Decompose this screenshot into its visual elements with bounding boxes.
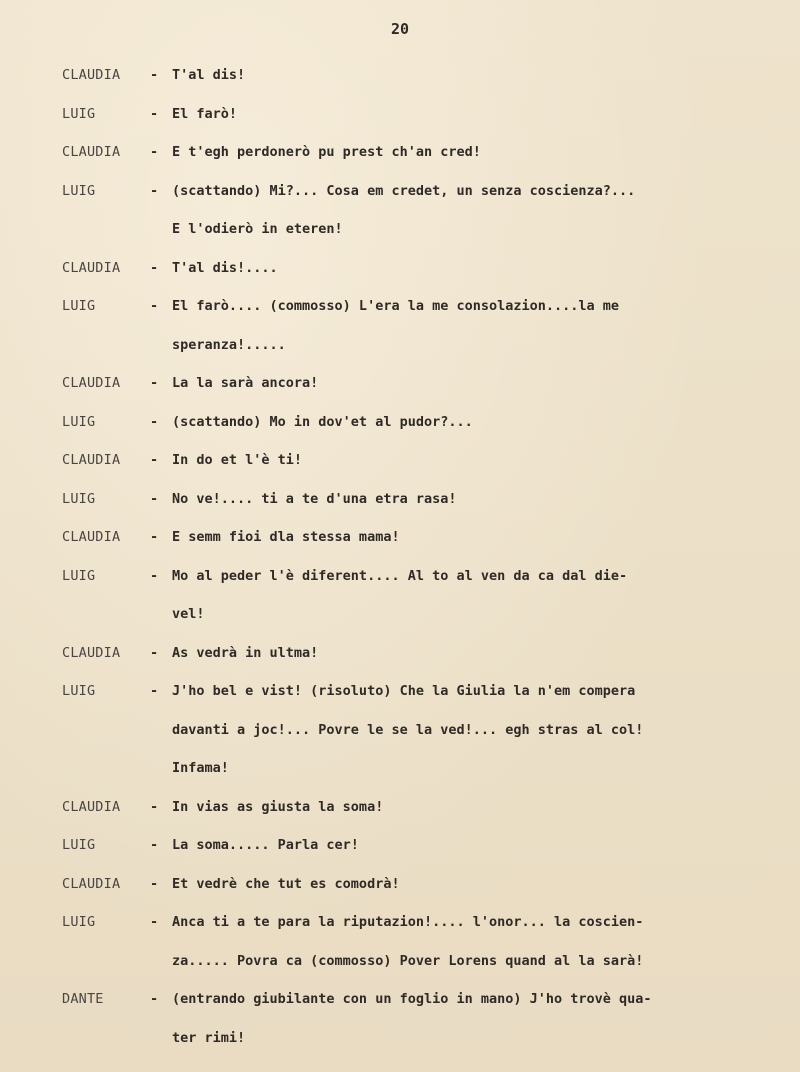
dialogue-text xyxy=(172,249,762,288)
speaker-dash: - xyxy=(150,490,159,507)
dialogue-line: T'al dis!.... xyxy=(172,259,278,276)
speaker-name: LUIG xyxy=(62,105,96,122)
dialogue-entry xyxy=(62,826,762,865)
dialogue-entry xyxy=(62,403,762,442)
speaker-name: LUIG xyxy=(62,914,96,930)
dialogue-line: E semm fioi dla stessa mama! xyxy=(172,529,400,545)
dialogue-entry xyxy=(62,480,762,519)
dialogue-line: E l'odierò in eteren! xyxy=(172,221,343,237)
dialogue-line: El farò! xyxy=(172,105,238,122)
dialogue-text xyxy=(172,788,762,827)
speaker-dash: - xyxy=(150,875,159,892)
speaker-dash: - xyxy=(150,298,159,314)
speaker-dash: - xyxy=(150,375,159,391)
dialogue-line: Infama! xyxy=(172,760,229,776)
speaker-dash: - xyxy=(150,67,159,83)
speaker-name: LUIG xyxy=(62,683,96,699)
dialogue-line: La soma..... Parla cer! xyxy=(172,837,359,853)
dialogue-line: (scattando) Mo in dov'et al pudor?... xyxy=(172,413,473,430)
dialogue-entry xyxy=(62,788,762,827)
dialogue-entry xyxy=(62,56,762,95)
dialogue-line: (scattando) Mi?... Cosa em credet, un senza coscienza?... xyxy=(172,182,636,199)
dialogue-text xyxy=(172,557,762,634)
dialogue-entry xyxy=(62,903,762,980)
dialogue-text xyxy=(172,903,762,980)
dialogue-text xyxy=(172,634,762,673)
dialogue-text xyxy=(172,480,762,519)
dialogue-text xyxy=(172,133,762,172)
dialogue-text xyxy=(172,518,762,557)
speaker-name: LUIG xyxy=(62,837,96,853)
dialogue-entry xyxy=(62,441,762,480)
speaker-name: DANTE xyxy=(62,991,104,1007)
dialogue-line: Mo al peder l'è diferent.... Al to al ven da ca dal die- xyxy=(172,567,628,584)
speaker-name: CLAUDIA xyxy=(62,875,121,892)
speaker-name: LUIG xyxy=(62,490,96,507)
dialogue-line: za..... Povra ca (commosso) Pover Lorens quand al la sarà! xyxy=(172,952,644,969)
speaker-dash: - xyxy=(150,837,159,853)
dialogue-line: Anca ti a te para la riputazion!.... l'onor... la coscien- xyxy=(172,914,644,930)
dialogue-text xyxy=(172,364,762,403)
dialogue-line: El farò.... (commosso) L'era la me consolazion....la me xyxy=(172,298,620,314)
dialogue-text xyxy=(172,980,762,1057)
dialogue-text xyxy=(172,672,762,788)
dialogue-line: J'ho bel e vist! (risoluto) Che la Giulia la n'em compera xyxy=(172,683,636,699)
speaker-name: CLAUDIA xyxy=(62,259,121,276)
speaker-name: CLAUDIA xyxy=(62,452,121,468)
dialogue-entry xyxy=(62,172,762,249)
speaker-dash: - xyxy=(150,567,159,584)
dialogue-entry xyxy=(62,672,762,788)
dialogue-entry xyxy=(62,249,762,288)
speaker-dash: - xyxy=(150,105,159,122)
dialogue-text xyxy=(172,56,762,95)
speaker-name: LUIG xyxy=(62,567,96,584)
dialogue-entry xyxy=(62,287,762,364)
speaker-dash: - xyxy=(150,914,159,930)
dialogue-line: Et vedrè che tut es comodrà! xyxy=(172,875,400,892)
dialogue-text xyxy=(172,403,762,442)
dialogue-line: E t'egh perdonerò pu prest ch'an cred! xyxy=(172,144,481,160)
speaker-dash: - xyxy=(150,182,159,199)
speaker-name: CLAUDIA xyxy=(62,529,121,545)
speaker-name: CLAUDIA xyxy=(62,798,121,815)
speaker-dash: - xyxy=(150,529,159,545)
speaker-dash: - xyxy=(150,259,159,276)
dialogue-text xyxy=(172,826,762,865)
dialogue-line: In do et l'è ti! xyxy=(172,452,303,468)
dialogue-text xyxy=(172,441,762,480)
speaker-dash: - xyxy=(150,644,159,661)
dialogue-line: No ve!.... ti a te d'una etra rasa! xyxy=(172,490,457,507)
dialogue-line: vel! xyxy=(172,606,205,622)
dialogue-line: davanti a joc!... Povre le se la ved!... egh stras al col! xyxy=(172,721,644,738)
speaker-dash: - xyxy=(150,452,159,468)
speaker-name: CLAUDIA xyxy=(62,644,121,661)
dialogue-list xyxy=(62,56,762,1057)
dialogue-entry xyxy=(62,95,762,134)
dialogue-text xyxy=(172,95,762,134)
speaker-dash: - xyxy=(150,683,159,699)
dialogue-line: In vias as giusta la soma! xyxy=(172,798,384,815)
dialogue-line: La la sarà ancora! xyxy=(172,375,319,391)
page-number: 20 xyxy=(390,20,410,38)
speaker-dash: - xyxy=(150,144,159,160)
speaker-name: CLAUDIA xyxy=(62,144,121,160)
dialogue-line: T'al dis! xyxy=(172,67,246,83)
speaker-name: CLAUDIA xyxy=(62,375,121,391)
speaker-name: CLAUDIA xyxy=(62,67,121,83)
dialogue-entry xyxy=(62,518,762,557)
speaker-dash: - xyxy=(150,991,159,1007)
speaker-dash: - xyxy=(150,798,159,815)
dialogue-entry xyxy=(62,634,762,673)
dialogue-entry xyxy=(62,557,762,634)
dialogue-text xyxy=(172,287,762,364)
dialogue-entry xyxy=(62,364,762,403)
speaker-name: LUIG xyxy=(62,298,96,314)
dialogue-line: speranza!..... xyxy=(172,336,286,353)
dialogue-line: (entrando giubilante con un foglio in mano) J'ho trovè qua- xyxy=(172,991,652,1007)
dialogue-line: ter rimi! xyxy=(172,1029,246,1046)
speaker-name: LUIG xyxy=(62,413,96,430)
dialogue-text xyxy=(172,865,762,904)
dialogue-entry xyxy=(62,133,762,172)
dialogue-text xyxy=(172,172,762,249)
speaker-name: LUIG xyxy=(62,182,96,199)
dialogue-line: As vedrà in ultma! xyxy=(172,644,319,661)
dialogue-entry xyxy=(62,980,762,1057)
dialogue-entry xyxy=(62,865,762,904)
speaker-dash: - xyxy=(150,413,159,430)
